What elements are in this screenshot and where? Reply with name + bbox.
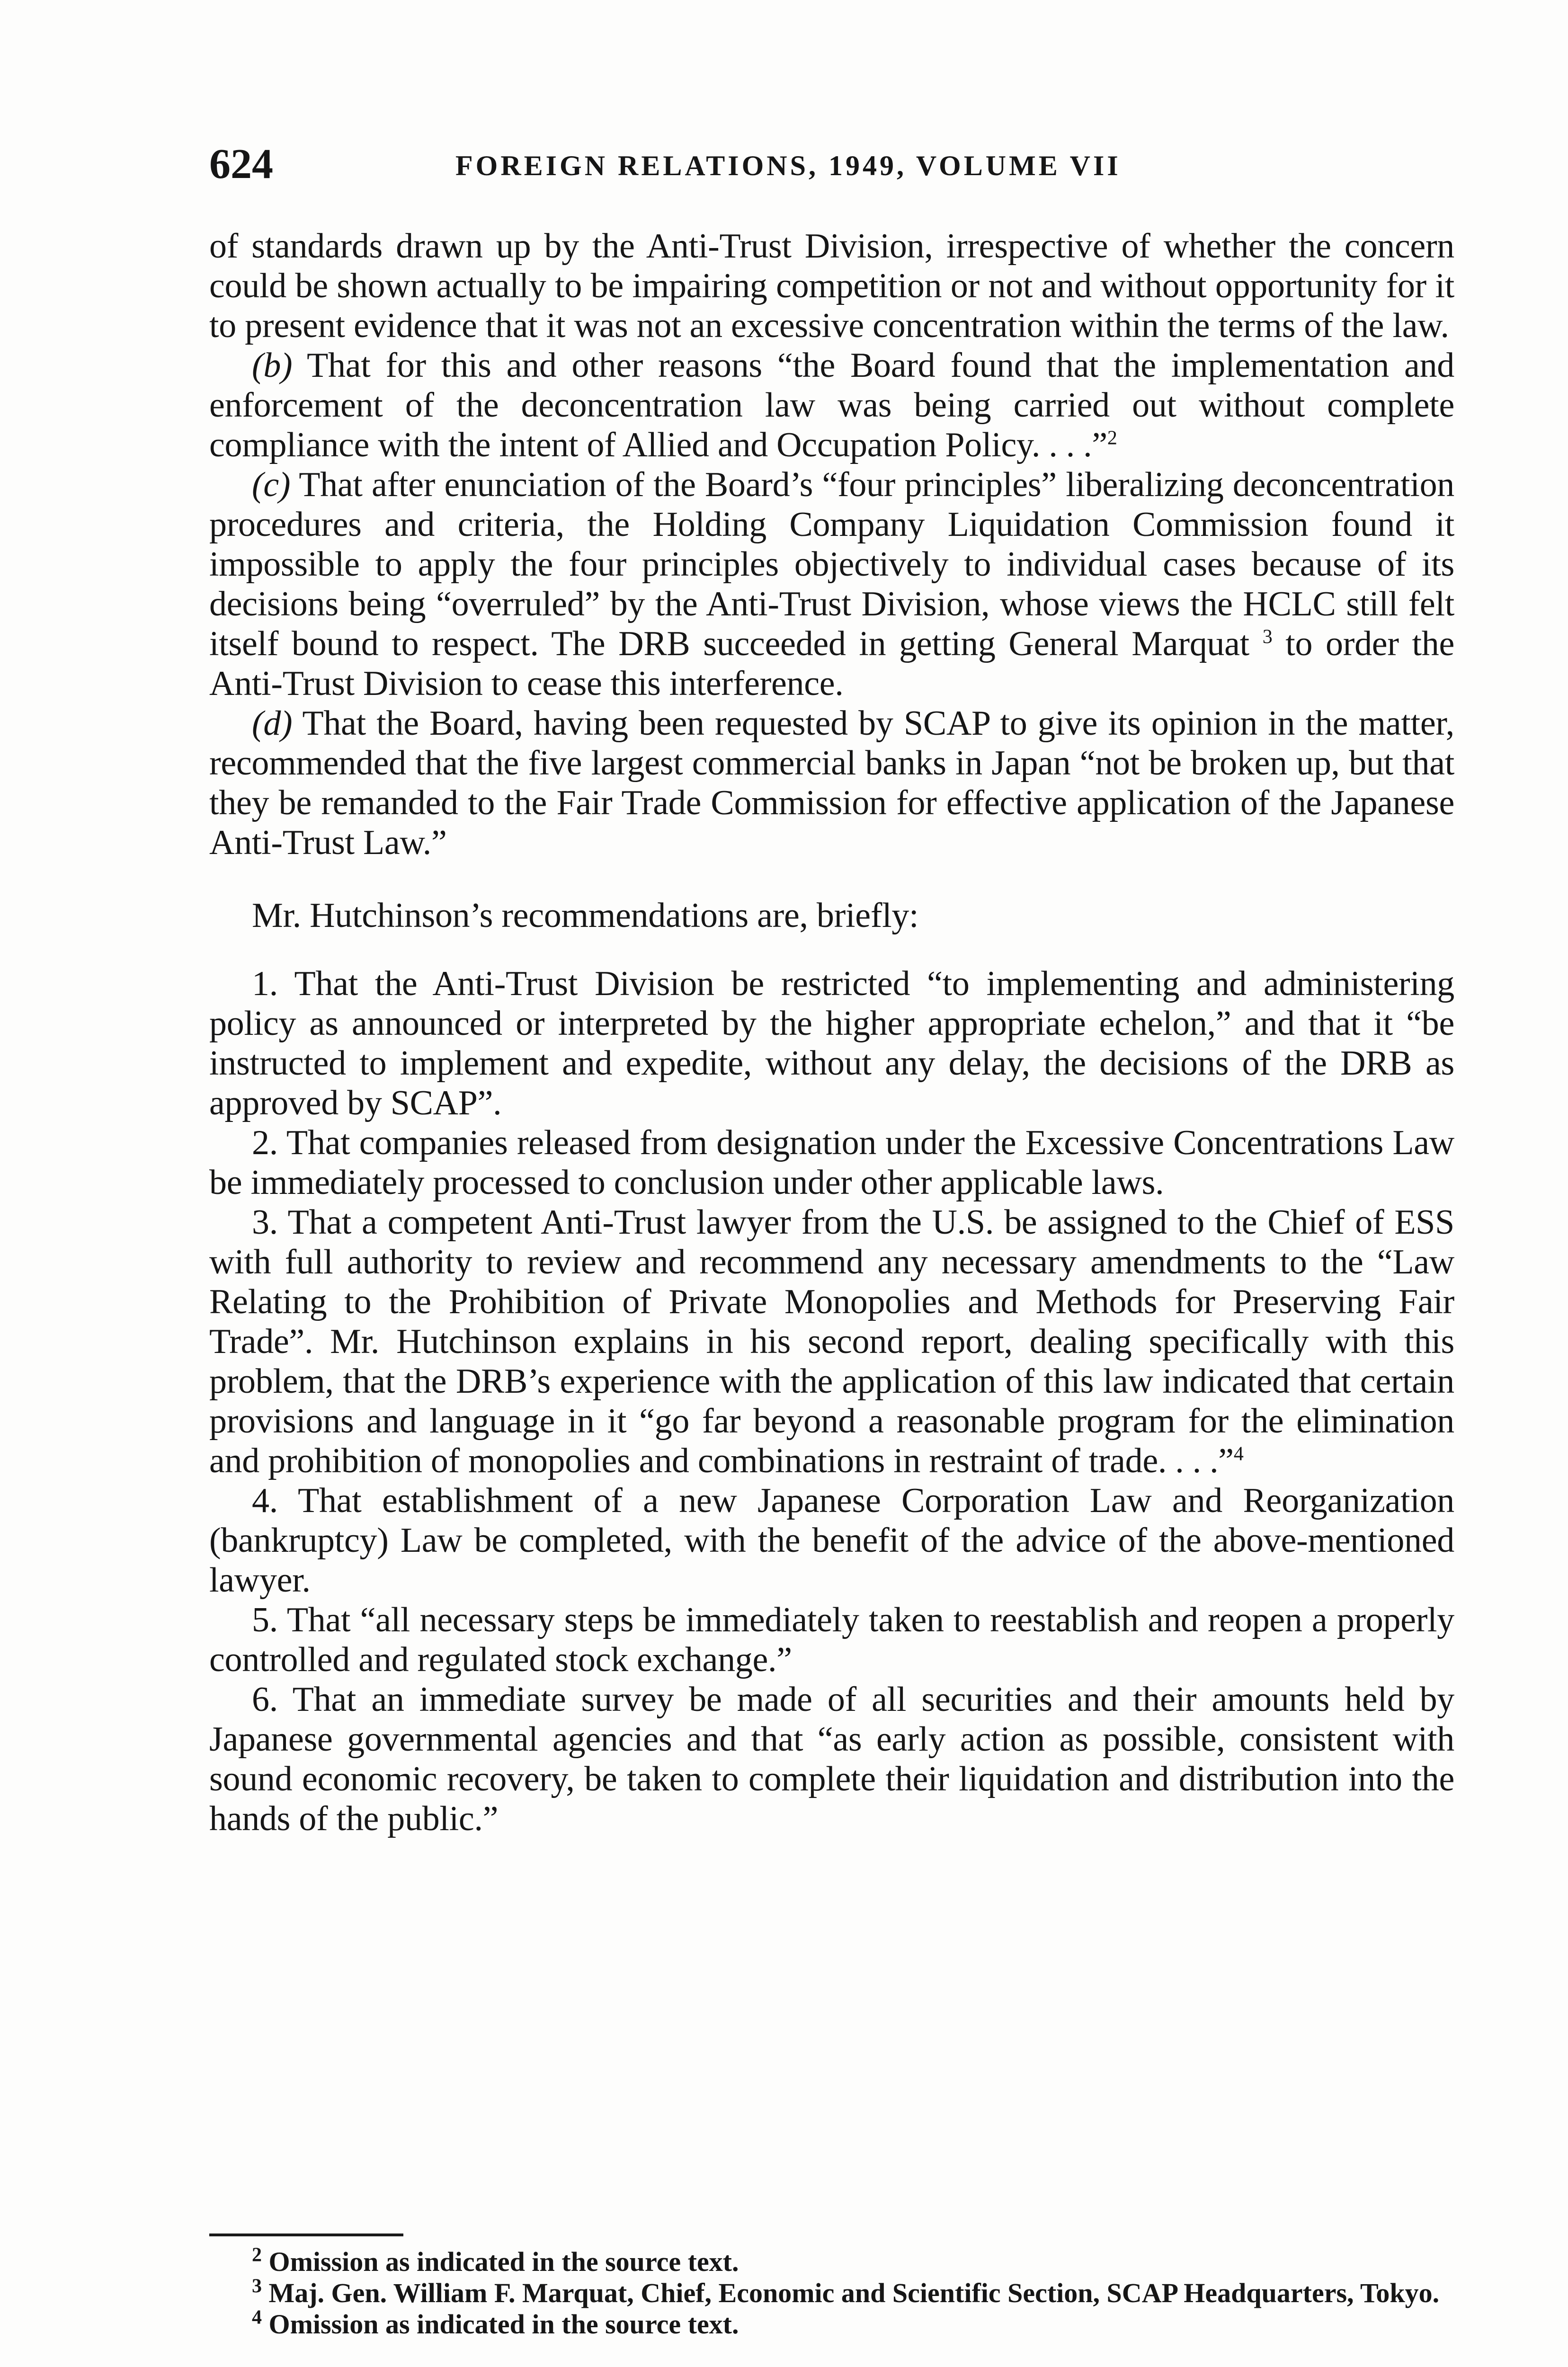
footnote-mark: 2 — [252, 2244, 262, 2266]
paragraph-label: (c) — [252, 465, 291, 504]
page-number: 624 — [209, 141, 273, 187]
recommendation-item: 5. That “all necessary steps be immediately taken to reestablish and reopen a properly controlled and regulated stock exchange.” — [209, 1601, 1454, 1679]
footnote: $^4$ Omission as indicated in the source text. — [252, 2306, 739, 2340]
footnote-mark: 3 — [252, 2275, 262, 2297]
body-text — [209, 226, 1454, 1839]
paragraph-c: (c) That after enunciation of the Board’s “four principles” liberalizing deconcentration procedures and criteria, the Holding Company Liquidation Commission found it impossible to apply the four principles objectively to individual cases because of its decisions being “overruled” by the Anti-Trust Division, whose views the HCLC still felt itself bound to respect. The DRB succeeded in getting General Marquat $^3$ to order the Anti-Trust Division to cease this interference. — [209, 465, 1455, 703]
paragraph-label: (b) — [252, 346, 293, 385]
paragraph-label: (d) — [252, 704, 293, 743]
footnote-mark: 4 — [252, 2306, 262, 2329]
recommendation-item: 6. That an immediate survey be made of all securities and their amounts held by Japanese governmental agencies and that “as early action as possible, consistent with sound economic recovery, be taken to complete their liquidation and distribution into the hands of the public.” — [209, 1680, 1454, 1838]
footnote: $^2$ Omission as indicated in the source text. — [252, 2244, 739, 2277]
running-title: FOREIGN RELATIONS, 1949, VOLUME VII — [455, 150, 1121, 181]
footnote-divider — [209, 2234, 403, 2236]
recommendation-item: 2. That companies released from designation under the Excessive Concentrations Law be immediately processed to conclusion under other applicable laws. — [209, 1123, 1454, 1202]
paragraph-d: (d) That the Board, having been requested by SCAP to give its opinion in the matter, recommended that the five largest commercial banks in Japan “not be broken up, but that they be remanded to the Fair Trade Commission for effective application of the Japanese Anti-Trust Law.” — [209, 704, 1454, 862]
footnote-ref: 4 — [1233, 1443, 1244, 1465]
paragraph-continuation: of standards drawn up by the Anti-Trust Division, irrespective of whether the concern could be shown actually to be impairing competition or not and without opportunity for it to present evidence that it was not an excessive concentration within the terms of the law. — [209, 227, 1454, 345]
recommendation-item: 3. That a competent Anti-Trust lawyer from the U.S. be assigned to the Chief of ESS with full authority to review and recommend any necessary amendments to the “Law Relating to the Prohibition of Private Monopolies and Methods for Preserving Fair Trade”. Mr. Hutchinson explains in his second report, dealing specifically with this problem, that the DRB’s experience with the application of this law indicated that certain provisions and language in it “go far beyond a reasonable program for the elimination and prohibition of monopolies and combinations in restraint of trade. . . .”$^4$ — [209, 1203, 1454, 1480]
footnote-ref: 2 — [1107, 427, 1117, 449]
recommendation-item: 1. That the Anti-Trust Division be restricted “to implementing and administering policy as announced or interpreted by the higher appropriate echelon,” and that it “be instructed to implement and expedite, without any delay, the decisions of the DRB as approved by SCAP”. — [209, 964, 1454, 1122]
recommendations-list — [209, 964, 1454, 1839]
paragraph-b: (b) That for this and other reasons “the Board found that the implementation and enforcement of the deconcentration law was being carried out without complete compliance with the intent of Allied and Occupation Policy. . . .”$^2$ — [209, 346, 1454, 464]
footnote: $^3$ Maj. Gen. William F. Marquat, Chief, Economic and Scientific Section, SCAP Headquarters, Tokyo. — [252, 2275, 1440, 2308]
recommendations-intro: Mr. Hutchinson’s recommendations are, briefly: — [252, 896, 919, 935]
footnote-ref: 3 — [1262, 626, 1273, 648]
footnotes — [209, 2246, 1454, 2340]
page-header — [209, 138, 1454, 190]
recommendation-item: 4. That establishment of a new Japanese Corporation Law and Reorganization (bankruptcy) Law be completed, with the benefit of the advice of the above-mentioned lawyer. — [209, 1481, 1454, 1600]
